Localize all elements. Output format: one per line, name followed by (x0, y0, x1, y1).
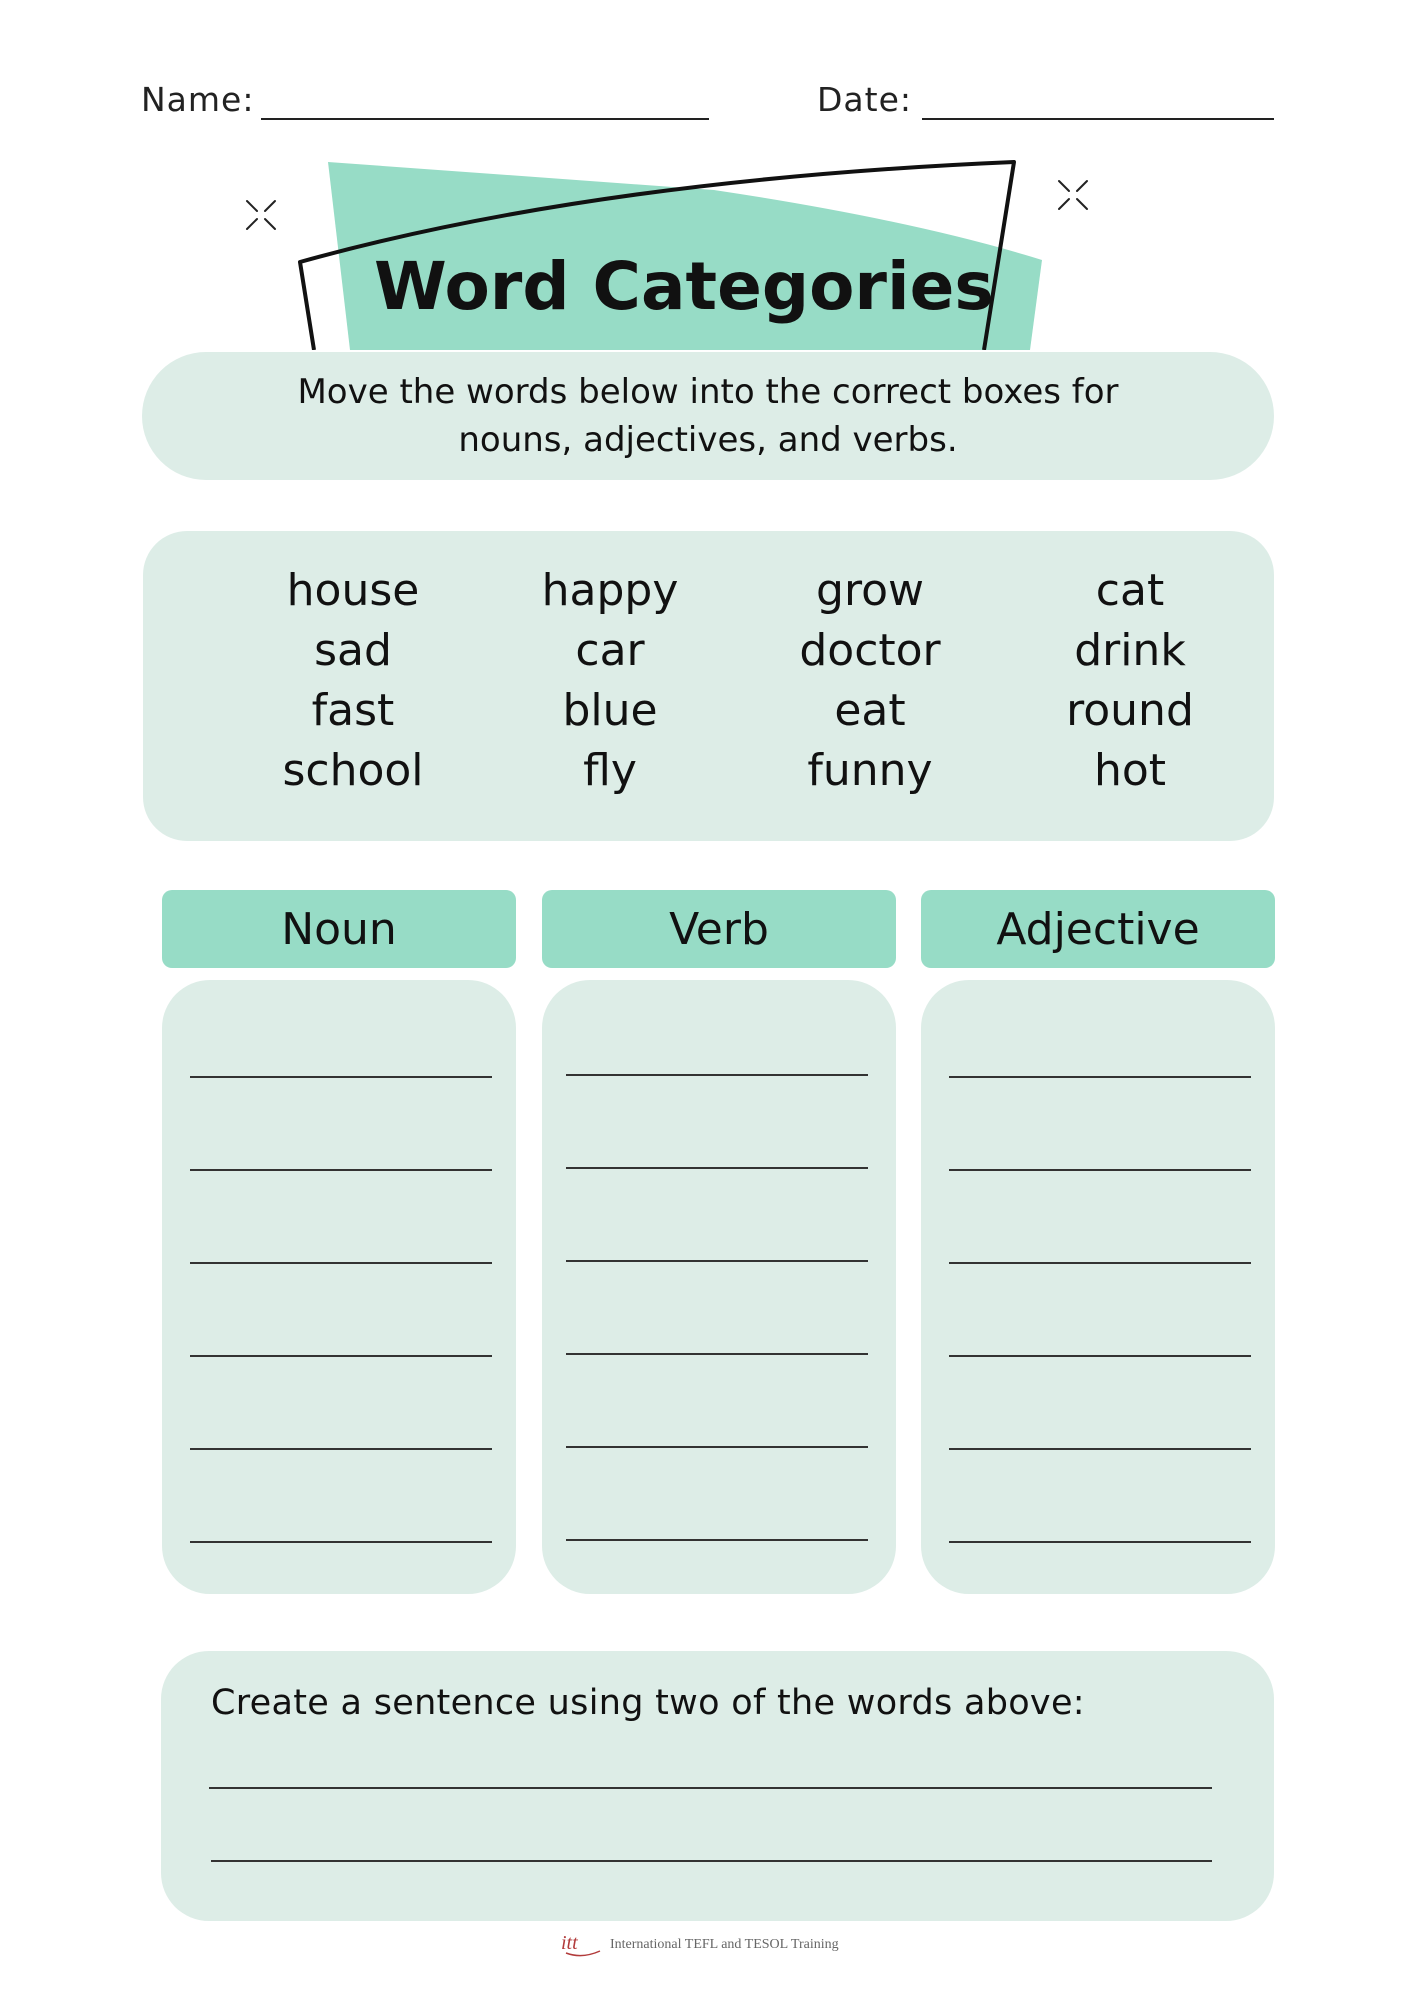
sentence-panel (161, 1651, 1274, 1921)
name-label: Name: (141, 80, 255, 119)
word-bank-column (490, 561, 730, 801)
category-header-noun: Noun (162, 890, 516, 968)
word-bank (143, 531, 1274, 841)
sentence-prompt: Create a sentence using two of the words above: (211, 1683, 1085, 1723)
date-field[interactable] (922, 118, 1274, 120)
word-bank-item[interactable]: eat (834, 685, 906, 736)
word-bank-item[interactable]: house (286, 565, 420, 616)
word-bank-item[interactable]: grow (816, 565, 924, 616)
page-title: Word Categories (374, 248, 994, 325)
category-header-adjective: Adjective (921, 890, 1275, 968)
name-field[interactable] (261, 118, 709, 120)
word-bank-item[interactable]: school (282, 745, 424, 796)
word-bank-item[interactable]: hot (1093, 745, 1167, 796)
word-bank-item[interactable]: drink (1074, 625, 1186, 676)
adjective-box (921, 980, 1275, 1594)
sentence-line[interactable] (209, 1787, 1212, 1789)
answer-line[interactable] (190, 1262, 492, 1264)
date-label: Date: (817, 80, 912, 119)
answer-line[interactable] (190, 1355, 492, 1357)
word-bank-item[interactable]: fast (311, 685, 395, 736)
answer-line[interactable] (949, 1169, 1251, 1171)
word-bank-column (1010, 561, 1250, 801)
answer-line[interactable] (949, 1076, 1251, 1078)
word-bank-item[interactable]: funny (807, 745, 933, 796)
answer-line[interactable] (190, 1448, 492, 1450)
footer-org-name: International TEFL and TESOL Training (610, 1937, 839, 1952)
answer-line[interactable] (190, 1541, 492, 1543)
itt-logo-text: itt (561, 1932, 578, 1954)
word-bank-item[interactable]: sad (314, 625, 392, 676)
answer-line[interactable] (566, 1353, 868, 1355)
word-bank-item[interactable]: round (1066, 685, 1194, 736)
answer-line[interactable] (566, 1539, 868, 1541)
answer-line[interactable] (949, 1355, 1251, 1357)
word-bank-item[interactable]: cat (1095, 565, 1165, 616)
answer-line[interactable] (949, 1448, 1251, 1450)
answer-line[interactable] (566, 1260, 868, 1262)
word-bank-item[interactable]: fly (583, 745, 637, 796)
answer-line[interactable] (566, 1074, 868, 1076)
sparkle-icon (244, 198, 278, 232)
word-bank-item[interactable]: blue (562, 685, 658, 736)
footer (560, 1920, 860, 1970)
answer-line[interactable] (566, 1446, 868, 1448)
word-bank-item[interactable]: doctor (799, 625, 941, 676)
answer-line[interactable] (949, 1541, 1251, 1543)
itt-logo-icon (560, 1929, 604, 1961)
answer-line[interactable] (949, 1262, 1251, 1264)
instructions-panel (142, 352, 1274, 480)
answer-line[interactable] (566, 1167, 868, 1169)
word-bank-column (233, 561, 473, 801)
sparkle-icon (1056, 178, 1090, 212)
answer-line[interactable] (190, 1076, 492, 1078)
word-bank-item[interactable]: car (575, 625, 645, 676)
noun-box (162, 980, 516, 1594)
instructions-text: Move the words below into the correct boxes for nouns, adjectives, and verbs. (297, 372, 1119, 460)
word-bank-item[interactable]: happy (541, 565, 679, 616)
answer-line[interactable] (190, 1169, 492, 1171)
verb-box (542, 980, 896, 1594)
title-banner (294, 160, 1054, 350)
category-header-verb: Verb (542, 890, 896, 968)
sentence-line[interactable] (211, 1860, 1212, 1862)
word-bank-column (750, 561, 990, 801)
